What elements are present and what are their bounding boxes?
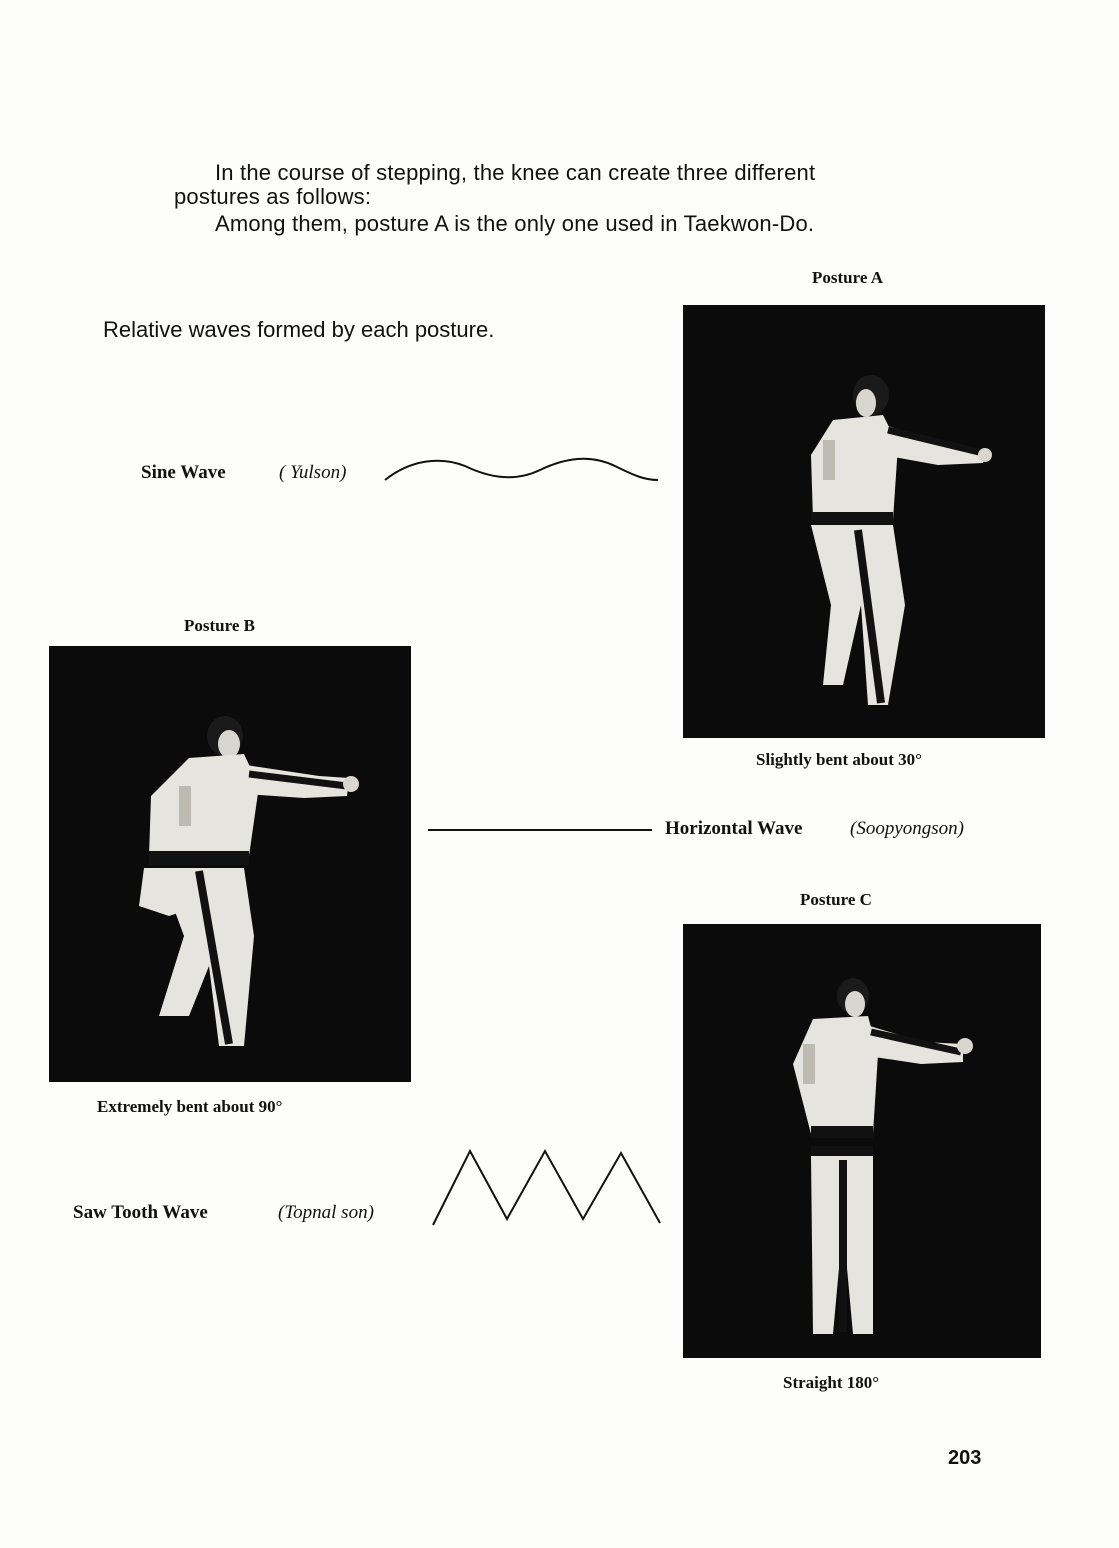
horizontal-wave-label: Horizontal Wave bbox=[665, 818, 803, 839]
posture-c-photo bbox=[683, 924, 1041, 1358]
posture-c-caption: Straight 180° bbox=[783, 1373, 880, 1392]
horizontal-wave-romanization: (Soopyongson) bbox=[850, 818, 964, 839]
posture-a-title: Posture A bbox=[812, 268, 883, 287]
posture-a-caption: Slightly bent about 30° bbox=[756, 750, 922, 769]
posture-b-title: Posture B bbox=[184, 616, 255, 635]
posture-b-photo bbox=[49, 646, 411, 1082]
intro-line-1: In the course of stepping, the knee can create three different bbox=[215, 160, 816, 185]
intro-line-2: postures as follows: bbox=[174, 184, 372, 209]
sine-wave-line bbox=[380, 450, 660, 490]
saw-tooth-wave-line bbox=[425, 1145, 665, 1235]
section-heading: Relative waves formed by each posture. bbox=[103, 317, 495, 342]
saw-tooth-wave-label: Saw Tooth Wave bbox=[73, 1202, 208, 1223]
posture-b-caption: Extremely bent about 90° bbox=[97, 1097, 283, 1116]
sine-wave-label: Sine Wave bbox=[141, 462, 226, 483]
posture-a-photo bbox=[683, 305, 1045, 738]
intro-line-3: Among them, posture A is the only one used in Taekwon-Do. bbox=[215, 211, 815, 236]
posture-c-title: Posture C bbox=[800, 890, 872, 909]
page-number: 203 bbox=[948, 1447, 982, 1469]
sine-wave-romanization: ( Yulson) bbox=[279, 462, 347, 483]
saw-tooth-wave-romanization: (Topnal son) bbox=[278, 1202, 374, 1223]
horizontal-wave-line bbox=[428, 829, 652, 831]
